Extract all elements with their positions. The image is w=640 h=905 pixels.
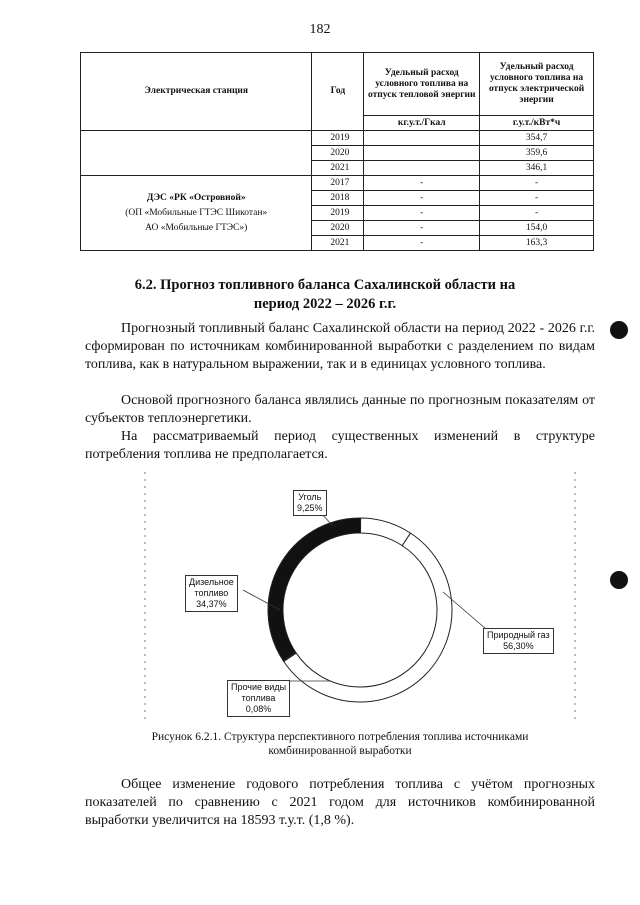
punch-hole-mark xyxy=(610,571,628,589)
header-station: Электрическая станция xyxy=(81,53,312,131)
slice-label-other xyxy=(227,680,290,717)
heat-cell: - xyxy=(364,176,480,191)
slice-label-diesel xyxy=(185,575,238,612)
elec-cell: 359,6 xyxy=(480,146,594,161)
figure-caption-line1: Рисунок 6.2.1. Структура перспективного потребления топлива источниками xyxy=(151,731,529,743)
elec-cell: 163,3 xyxy=(480,236,594,251)
paragraph-3: На рассматриваемый период существенных изменений в структуре потребления топлива не предполагается. xyxy=(85,429,595,462)
heat-cell: - xyxy=(364,191,480,206)
slice-label-other-name: Прочие виды xyxy=(231,682,287,692)
elec-cell: 346,1 xyxy=(480,161,594,176)
header-year: Год xyxy=(312,53,364,131)
table-row xyxy=(81,131,594,146)
elec-cell: 354,7 xyxy=(480,131,594,146)
heat-cell xyxy=(364,131,480,146)
elec-cell: - xyxy=(480,206,594,221)
section-title-line2: период 2022 – 2026 г.г. xyxy=(253,296,397,312)
station-owner-line: (ОП «Мобильные ГТЭС Шикотан» xyxy=(125,207,268,218)
slice-coal xyxy=(360,518,411,546)
heat-cell: - xyxy=(364,236,480,251)
slice-label-gas-value: 56,30% xyxy=(503,641,534,651)
year-cell: 2021 xyxy=(312,236,364,251)
paragraph-1: Прогнозный топливный баланс Сахалинской области на период 2022 - 2026 г.г. сформирован по источникам комбинированной выработки с разделением по видам топлива, как в натуральном выражении, так и в единицах условного топлива. xyxy=(85,321,595,372)
header-elec-unit: г.у.т./кВт*ч xyxy=(480,116,594,131)
slice-label-gas xyxy=(483,628,554,654)
fuel-consumption-table xyxy=(80,52,594,251)
year-cell: 2017 xyxy=(312,176,364,191)
slice-label-other-value: 0,08% xyxy=(245,704,272,714)
station-cell xyxy=(81,176,312,251)
slice-label-diesel-name: Дизельное xyxy=(189,577,234,587)
section-title xyxy=(90,276,560,314)
slice-label-coal-name: Уголь xyxy=(298,492,322,502)
slice-diesel xyxy=(268,518,361,661)
year-cell: 2019 xyxy=(312,131,364,146)
punch-hole-mark xyxy=(610,321,628,339)
paragraph-2: Основой прогнозного баланса являлись данные по прогнозным показателям от субъектов теплоэнергетики. xyxy=(85,393,595,426)
slice-label-coal xyxy=(293,490,327,516)
slice-label-gas-name: Природный газ xyxy=(487,630,550,640)
slice-label-diesel-value: 34,37% xyxy=(196,599,227,609)
fuel-structure-chart xyxy=(143,470,578,728)
year-cell: 2021 xyxy=(312,161,364,176)
header-heat: Удельный расход условного топлива на отпуск тепловой энергии xyxy=(364,53,480,116)
heat-cell: - xyxy=(364,206,480,221)
year-cell: 2020 xyxy=(312,221,364,236)
elec-cell: - xyxy=(480,191,594,206)
paragraph-4: Общее изменение годового потребления топлива с учётом прогнозных показателей по сравнению с 2021 годом для источников комбинированной выработки увеличится на 18593 т.у.т. (1,8 %). xyxy=(85,777,595,828)
year-cell: 2020 xyxy=(312,146,364,161)
table-row xyxy=(81,176,594,191)
elec-cell: - xyxy=(480,176,594,191)
elec-cell: 154,0 xyxy=(480,221,594,236)
heat-cell xyxy=(364,146,480,161)
slice-natural-gas xyxy=(284,533,452,702)
header-elec: Удельный расход условного топлива на отпуск электрической энергии xyxy=(480,53,594,116)
slice-label-diesel-name-2: топливо xyxy=(194,588,229,598)
header-heat-unit: кг.у.т./Гкал xyxy=(364,116,480,131)
year-cell: 2018 xyxy=(312,191,364,206)
section-title-line1: 6.2. Прогноз топливного баланса Сахалинской области на xyxy=(134,277,516,293)
figure-caption xyxy=(80,730,600,758)
station-company-line: АО «Мобильные ГТЭС») xyxy=(145,222,248,233)
figure-caption-line2: комбинированной выработки xyxy=(268,745,412,757)
year-cell: 2019 xyxy=(312,206,364,221)
station-cell-empty xyxy=(81,131,312,176)
heat-cell xyxy=(364,161,480,176)
slice-label-other-name-2: топлива xyxy=(241,693,276,703)
page-number: 182 xyxy=(309,22,331,37)
heat-cell: - xyxy=(364,221,480,236)
station-name: ДЭС «РК «Островной» xyxy=(146,192,246,203)
slice-label-coal-value: 9,25% xyxy=(297,503,323,513)
